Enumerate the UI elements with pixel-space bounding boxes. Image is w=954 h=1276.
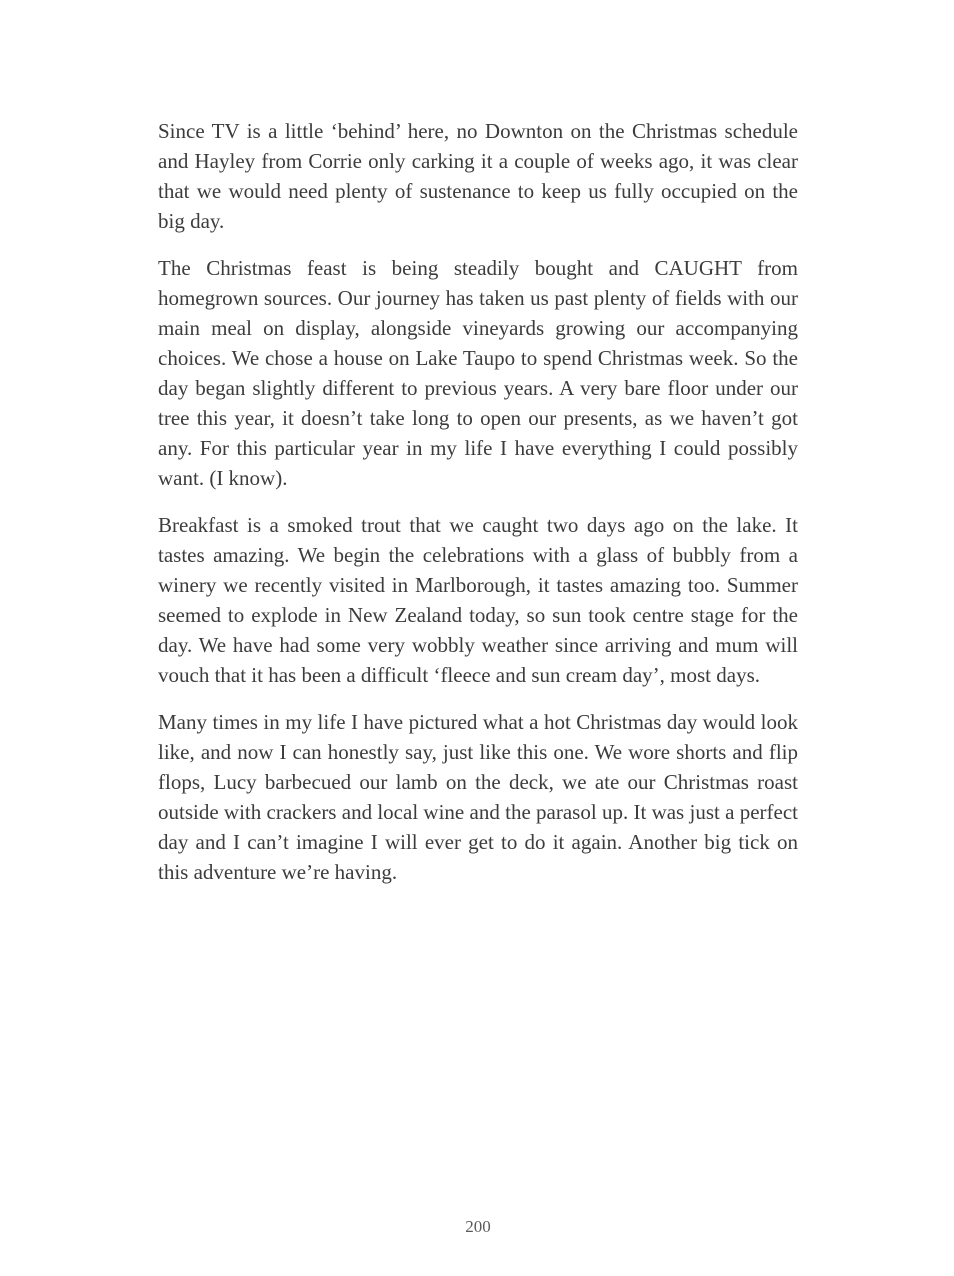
- body-paragraph: Since TV is a little ‘behind’ here, no Downton on the Christmas schedule and Hayley from Corrie only carking it a couple of weeks ago, it was clear that we would need plenty of sustenance to keep us fully occupied on the big day.: [158, 119, 798, 233]
- body-paragraph: Many times in my life I have pictured what a hot Christmas day would look like, and now I can honestly say, just like this one. We wore shorts and flip flops, Lucy barbecued our lamb on the deck, we ate our Christmas roast outside with crackers and local wine and the parasol up. It was just a perfect day and I can’t imagine I will ever get to do it again. Another big tick on this adventure we’re having.: [158, 710, 798, 884]
- page-body-text: [158, 116, 798, 904]
- body-paragraph: The Christmas feast is being steadily bought and CAUGHT from homegrown sources. Our journey has taken us past plenty of fields with our main meal on display, alongside vineyards growing our accompanying choices. We chose a house on Lake Taupo to spend Christmas week. So the day began slightly different to previous years. A very bare floor under our tree this year, it doesn’t take long to open our presents, as we haven’t got any. For this particular year in my life I have everything I could possibly want. (I know).: [158, 256, 798, 490]
- page-number: 200: [465, 1217, 491, 1236]
- body-paragraph: Breakfast is a smoked trout that we caught two days ago on the lake. It tastes amazing. We begin the celebrations with a glass of bubbly from a winery we recently visited in Marlborough, it tastes amazing too. Summer seemed to explode in New Zealand today, so sun took centre stage for the day. We have had some very wobbly weather since arriving and mum will vouch that it has been a difficult ‘fleece and sun cream day’, most days.: [158, 513, 798, 687]
